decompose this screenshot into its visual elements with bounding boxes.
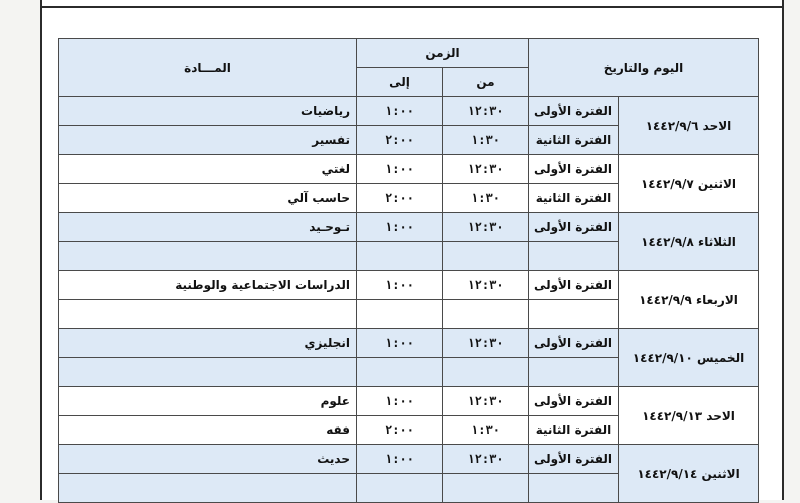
to-time-cell: ١:٠٠	[357, 445, 443, 474]
from-time-cell: ١٢:٣٠	[443, 97, 529, 126]
table-row	[59, 271, 759, 300]
exam-schedule-table	[58, 38, 759, 503]
period-cell: الفترة الثانية	[529, 126, 619, 155]
table-row	[59, 329, 759, 358]
subject-cell: انجليزي	[59, 329, 357, 358]
period-cell: الفترة الأولى	[529, 329, 619, 358]
to-time-cell	[357, 358, 443, 387]
from-time-cell	[443, 242, 529, 271]
period-cell: الفترة الأولى	[529, 271, 619, 300]
from-time-cell: ١٢:٣٠	[443, 387, 529, 416]
header-to: إلى	[357, 68, 443, 97]
subject-cell: حديث	[59, 445, 357, 474]
to-time-cell: ٢:٠٠	[357, 126, 443, 155]
subject-cell: تـوحـيد	[59, 213, 357, 242]
from-time-cell: ١٢:٣٠	[443, 155, 529, 184]
table-row	[59, 213, 759, 242]
subject-cell	[59, 300, 357, 329]
table-row	[59, 155, 759, 184]
header-subject: المـــادة	[59, 39, 357, 97]
day-date-cell: الخميس ١٤٤٢/٩/١٠	[619, 329, 759, 387]
period-cell	[529, 242, 619, 271]
to-time-cell	[357, 300, 443, 329]
from-time-cell: ١٢:٣٠	[443, 271, 529, 300]
day-date-cell: الاحد ١٤٤٢/٩/٦	[619, 97, 759, 155]
period-cell: الفترة الأولى	[529, 445, 619, 474]
subject-cell: لغتي	[59, 155, 357, 184]
table-row	[59, 445, 759, 474]
to-time-cell: ١:٠٠	[357, 271, 443, 300]
period-cell: الفترة الثانية	[529, 184, 619, 213]
subject-cell	[59, 242, 357, 271]
from-time-cell: ١٢:٣٠	[443, 445, 529, 474]
period-cell	[529, 358, 619, 387]
table-row	[59, 387, 759, 416]
period-cell: الفترة الأولى	[529, 387, 619, 416]
period-cell	[529, 300, 619, 329]
period-cell: الفترة الأولى	[529, 155, 619, 184]
subject-cell: علوم	[59, 387, 357, 416]
from-time-cell: ١:٣٠	[443, 416, 529, 445]
day-date-cell: الاربعاء ١٤٤٢/٩/٩	[619, 271, 759, 329]
header-from: من	[443, 68, 529, 97]
period-cell: الفترة الأولى	[529, 213, 619, 242]
to-time-cell	[357, 474, 443, 503]
day-date-cell: الثلاثاء ١٤٤٢/٩/٨	[619, 213, 759, 271]
to-time-cell: ١:٠٠	[357, 155, 443, 184]
from-time-cell: ١:٣٠	[443, 126, 529, 155]
from-time-cell	[443, 474, 529, 503]
from-time-cell: ١٢:٣٠	[443, 329, 529, 358]
from-time-cell	[443, 300, 529, 329]
from-time-cell	[443, 358, 529, 387]
subject-cell: تفسير	[59, 126, 357, 155]
day-date-cell: الاثنين ١٤٤٢/٩/١٤	[619, 445, 759, 503]
subject-cell	[59, 358, 357, 387]
day-date-cell: الاحد ١٤٤٢/٩/١٣	[619, 387, 759, 445]
from-time-cell: ١:٣٠	[443, 184, 529, 213]
subject-cell: رياضيات	[59, 97, 357, 126]
subject-cell: فقه	[59, 416, 357, 445]
to-time-cell: ١:٠٠	[357, 329, 443, 358]
period-cell: الفترة الثانية	[529, 416, 619, 445]
day-date-cell: الاثنين ١٤٤٢/٩/٧	[619, 155, 759, 213]
subject-cell: حاسب آلي	[59, 184, 357, 213]
header-day-date: اليوم والتاريخ	[529, 39, 759, 97]
subject-cell	[59, 474, 357, 503]
from-time-cell: ١٢:٣٠	[443, 213, 529, 242]
period-cell	[529, 474, 619, 503]
to-time-cell: ١:٠٠	[357, 213, 443, 242]
period-cell: الفترة الأولى	[529, 97, 619, 126]
table-row	[59, 97, 759, 126]
to-time-cell: ١:٠٠	[357, 387, 443, 416]
to-time-cell: ٢:٠٠	[357, 184, 443, 213]
to-time-cell	[357, 242, 443, 271]
subject-cell: الدراسات الاجتماعية والوطنية	[59, 271, 357, 300]
page-top-rule	[42, 6, 782, 8]
to-time-cell: ٢:٠٠	[357, 416, 443, 445]
header-time: الزمن	[357, 39, 529, 68]
to-time-cell: ١:٠٠	[357, 97, 443, 126]
